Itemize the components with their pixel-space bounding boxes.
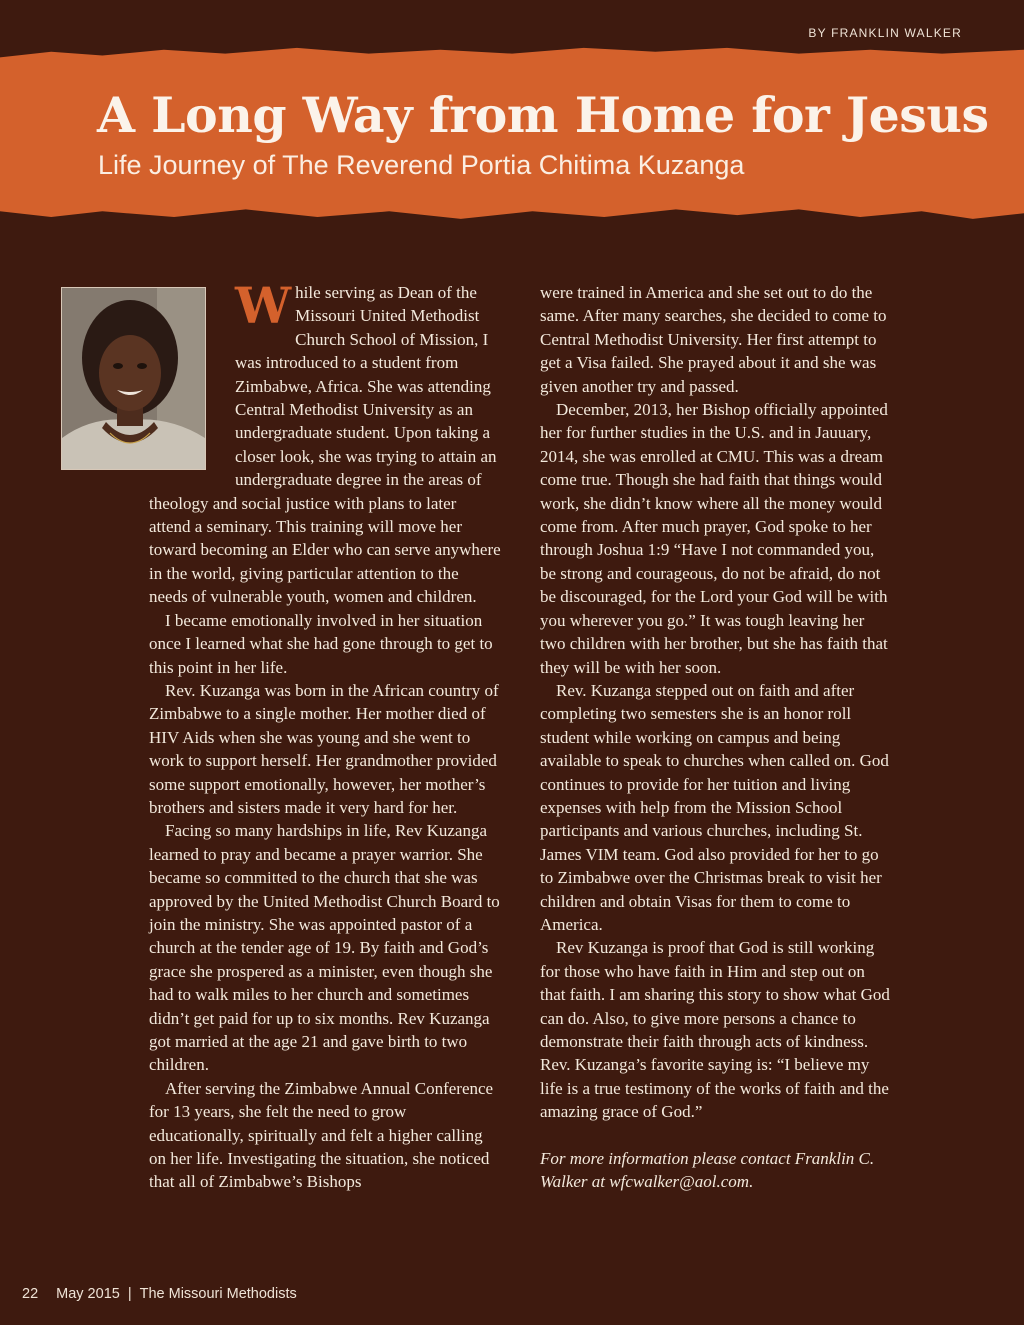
- article-paragraph: were trained in America and she set out to do the same. After many searches, she decided to come to Central Methodist University. Her first attempt to get a Visa failed. She prayed about it and she was given another try and passed.: [540, 283, 887, 396]
- article-paragraph: Rev. Kuzanga was born in the African country of Zimbabwe to a single mother. Her mother died of HIV Aids when she was young and she went to work to support herself. Her grandmother provided some support emotionally, however, her mother’s brothers and sisters made it very hard for her.: [149, 680, 499, 817]
- article-title: A Long Way from Home for Jesus: [97, 86, 989, 144]
- byline: BY FRANKLIN WALKER: [808, 26, 962, 40]
- contact-note: For more information please contact Franklin C. Walker at wfcwalker@aol.com.: [540, 1149, 875, 1192]
- article-paragraph: Rev. Kuzanga stepped out on faith and after completing two semesters she is an honor roll student while working on campus and being available to speak to churches when called on. God continues to provide for her tuition and living expenses with help from the Mission School participants and various churches, including St. James VIM team. God also provided for her to go to Zimbabwe over the Christmas break to visit her children and obtain Visas for them to come to America.: [540, 680, 889, 934]
- article-paragraph: December, 2013, her Bishop officially appointed her for further studies in the U.S. and in Jauuary, 2014, she was enrolled at CMU. This was a dream come true. Though she had faith that things would work, she didn’t know where all the money would come from. After much prayer, God spoke to her through Joshua 1:9 “Have I not commanded you, be strong and courageous, do not be afraid, do not be discouraged, for the Lord your God will be with you wherever you go.” It was tough leaving her two children with her brother, but she has faith that they will be with her soon.: [540, 400, 888, 677]
- photo-wrap-spacer: [149, 281, 235, 469]
- article-paragraph: After serving the Zimbabwe Annual Conference for 13 years, she felt the need to grow educationally, spiritually and felt a higher calling on her life. Investigating the situation, she noticed that all of Zimbabwe’s Bishops: [149, 1078, 494, 1192]
- issue-date: May 2015: [56, 1286, 120, 1302]
- article-paragraph: I became emotionally involved in her situation once I learned what she had gone through to get to this point in her life.: [149, 610, 493, 677]
- article-paragraph: Facing so many hardships in life, Rev Kuzanga learned to pray and became a prayer warrior. She became so committed to the church that she was approved by the United Methodist Church Board to join the ministry. She was appointed pastor of a church at the tender age of 19. By faith and God’s grace she prospered as a minister, even though she had to walk miles to her church and sometimes didn’t get paid for up to six months. Rev Kuzanga got married at the age 21 and gave birth to two children.: [149, 821, 500, 1075]
- drop-cap: W: [235, 276, 292, 335]
- article-column-right: [540, 281, 894, 1194]
- lead-paragraph-text: hile serving as Dean of the Missouri United Methodist Church School of Mission, I was introduced to a student from Zimbabwe, Africa. She was attending Central Methodist University as an undergraduate student. Upon taking a closer look, she was trying to attain an undergraduate degree in the areas of theology and social justice with plans to later attend a seminary. This training will move her toward becoming an Elder who can serve anywhere in the world, giving particular attention to the needs of vulnerable youth, women and children.: [149, 283, 501, 607]
- article-paragraph: Rev Kuzanga is proof that God is still working for those who have faith in Him and step out on that faith. I am sharing this story to show what God can do. Also, to give more persons a chance to demonstrate their faith through acts of kindness. Rev. Kuzanga’s favorite saying is: “I believe my life is a true testimony of the works of faith and the amazing grace of God.”: [540, 938, 890, 1122]
- footer-separator: |: [127, 1286, 132, 1302]
- publication-name: The Missouri Methodists: [139, 1286, 297, 1302]
- article-column-left: [149, 276, 501, 1194]
- page-number: 22: [22, 1286, 39, 1302]
- page-footer: [22, 1286, 297, 1302]
- article-subtitle: Life Journey of The Reverend Portia Chitima Kuzanga: [98, 150, 745, 180]
